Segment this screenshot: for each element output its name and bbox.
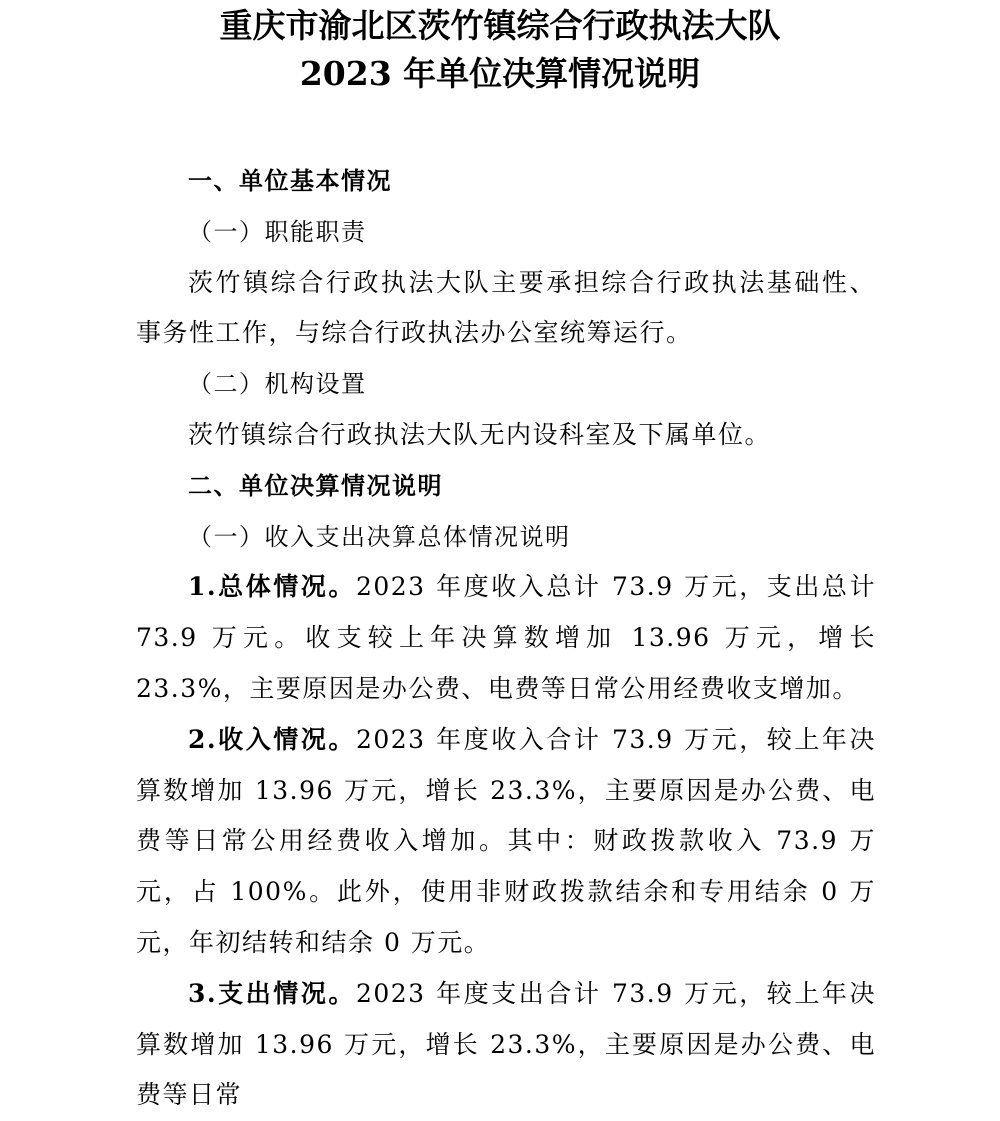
- item1-lead: 1.总体情况。: [188, 572, 356, 602]
- item3-text: 2023 年度支出合计 73.9 万元，较上年决算数增加 13.96 万元，增长 23.3%，主要原因是办公费、电费等日常: [136, 978, 876, 1110]
- document-body: [136, 156, 876, 1121]
- section2-item2-paragraph: [136, 715, 876, 969]
- section1-heading: 一、单位基本情况: [188, 167, 392, 195]
- item2-text: 2023 年度收入合计 73.9 万元，较上年决算数增加 13.96 万元，增长 23.3%，主要原因是办公费、电费等日常公用经费收入增加。其中：财政拨款收入 73.9 万元，占 100%。此外，使用非财政拨款结余和专用结余 0 万元，年初结转和结余 0 万元。: [136, 724, 876, 957]
- section1-sub2-heading: （二）机构设置: [188, 370, 367, 399]
- item3-lead: 3.支出情况。: [188, 978, 356, 1008]
- section2-heading: 二、单位决算情况说明: [188, 471, 443, 500]
- document-title-line1: 重庆市渝北区茨竹镇综合行政执法大队: [219, 6, 781, 45]
- section2-item3-paragraph: [136, 969, 876, 1121]
- section2-item1-paragraph: [136, 562, 876, 714]
- section1-sub1-text: 茨竹镇综合行政执法大队主要承担综合行政执法基础性、事务性工作，与综合行政执法办公室统筹运行。: [136, 267, 876, 348]
- section1-sub2-text: 茨竹镇综合行政执法大队无内设科室及下属单位。: [188, 419, 772, 449]
- document-title-line2: 2023 年单位决算情况说明: [299, 54, 701, 93]
- item2-lead: 2.收入情况。: [188, 724, 356, 754]
- section1-sub1-heading: （一）职能职责: [188, 217, 367, 246]
- section2-sub1-heading: （一）收入支出决算总体情况说明: [188, 522, 571, 551]
- item1-text: 2023 年度收入总计 73.9 万元，支出总计 73.9 万元。收支较上年决算数增加 13.96 万元，增长 23.3%，主要原因是办公费、电费等日常公用经费收支增加。: [136, 572, 876, 703]
